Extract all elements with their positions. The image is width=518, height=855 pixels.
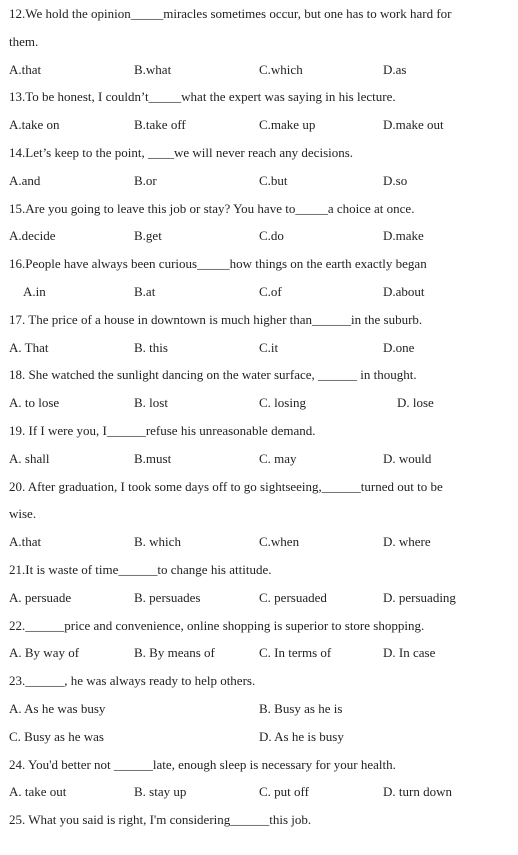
question-15-text: 15.Are you going to leave this job or stay? You have to_____a choice at once.: [9, 200, 415, 216]
question-17-text: 17. The price of a house in downtown is much higher than______in the suburb.: [9, 311, 423, 327]
option-b: B.or: [134, 172, 157, 188]
question-12-text-cont: them.: [9, 33, 39, 49]
option-d: D.about: [383, 283, 425, 299]
option-c: C. Busy as he was: [9, 728, 104, 744]
option-d: D.as: [383, 61, 407, 77]
option-a: A. That: [9, 339, 49, 355]
question-12-options: [9, 56, 509, 84]
question-21-text: 21.It is waste of time______to change his attitude.: [9, 561, 272, 577]
question-24-options: [9, 778, 509, 806]
question-20-options: [9, 528, 509, 556]
question-19-options: [9, 445, 509, 473]
option-b: B. stay up: [134, 784, 187, 800]
option-a: A.in: [23, 283, 46, 299]
option-c: C.but: [259, 172, 288, 188]
question-13-options: [9, 111, 509, 139]
option-c: C. losing: [259, 395, 306, 411]
option-b: B.take off: [134, 117, 186, 133]
option-d: D. where: [383, 534, 431, 550]
option-b: B.at: [134, 283, 156, 299]
question-18-options: [9, 389, 509, 417]
option-d: D. persuading: [383, 589, 456, 605]
option-a: A. shall: [9, 450, 50, 466]
question-23-text: 23.______, he was always ready to help others.: [9, 673, 256, 689]
option-a: A. By way of: [9, 645, 80, 661]
option-d: D. would: [383, 450, 432, 466]
question-20-text: 20. After graduation, I took some days off to go sightseeing,______turned out to be: [9, 478, 443, 494]
question-21-options: [9, 584, 509, 612]
question-14-options: [9, 167, 509, 195]
option-a: A.that: [9, 534, 42, 550]
option-c: C.it: [259, 339, 279, 355]
option-b: B. Busy as he is: [259, 700, 343, 716]
option-b: B.must: [134, 450, 172, 466]
question-12-text: 12.We hold the opinion_____miracles sometimes occur, but one has to work hard for: [9, 6, 452, 21]
question-20-text-cont: wise.: [9, 506, 37, 522]
question-16-options: [9, 278, 509, 306]
option-c: C. In terms of: [259, 645, 332, 661]
option-c: C.when: [259, 534, 300, 550]
question-23-options-row-2: [9, 723, 509, 751]
option-c: C.of: [259, 283, 282, 299]
option-d: D.so: [383, 172, 408, 188]
option-d: D. In case: [383, 645, 436, 661]
exam-page: [9, 0, 509, 834]
question-17-options: [9, 334, 509, 362]
option-b: B. which: [134, 534, 181, 550]
option-d: D.make out: [383, 117, 444, 133]
question-24-text: 24. You'd better not ______late, enough sleep is necessary for your health.: [9, 756, 396, 772]
option-b: B. lost: [134, 395, 168, 411]
option-b: B. persuades: [134, 589, 201, 605]
question-22-text: 22.______price and convenience, online shopping is superior to store shopping.: [9, 617, 425, 633]
option-a: A. As he was busy: [9, 700, 106, 716]
question-15-options: [9, 222, 509, 250]
question-23-options-row-1: [9, 695, 509, 723]
option-b: B. By means of: [134, 645, 215, 661]
option-c: C. put off: [259, 784, 309, 800]
option-d: D.one: [383, 339, 415, 355]
option-c: C.make up: [259, 117, 316, 133]
option-d: D. As he is busy: [259, 728, 344, 744]
question-19-text: 19. If I were you, I______refuse his unreasonable demand.: [9, 422, 316, 438]
option-a: A.take on: [9, 117, 60, 133]
option-d: D. lose: [397, 395, 434, 411]
option-d: D. turn down: [383, 784, 452, 800]
question-25-text: 25. What you said is right, I'm considering______this job.: [9, 812, 312, 828]
option-a: A. to lose: [9, 395, 60, 411]
option-c: C.do: [259, 228, 284, 244]
question-22-options: [9, 639, 509, 667]
option-b: B. this: [134, 339, 168, 355]
option-c: C.which: [259, 61, 303, 77]
option-a: A.decide: [9, 228, 56, 244]
question-18-text: 18. She watched the sunlight dancing on the water surface, ______ in thought.: [9, 367, 417, 383]
option-c: C. persuaded: [259, 589, 327, 605]
question-14-text: 14.Let’s keep to the point, ____we will never reach any decisions.: [9, 144, 354, 160]
question-16-text: 16.People have always been curious_____how things on the earth exactly began: [9, 256, 427, 272]
option-d: D.make: [383, 228, 424, 244]
option-a: A.that: [9, 61, 42, 77]
question-13-text: 13.To be honest, I couldn’t_____what the expert was saying in his lecture.: [9, 89, 396, 105]
option-c: C. may: [259, 450, 297, 466]
option-b: B.get: [134, 228, 162, 244]
option-a: A. take out: [9, 784, 67, 800]
option-a: A. persuade: [9, 589, 72, 605]
option-a: A.and: [9, 172, 41, 188]
option-b: B.what: [134, 61, 172, 77]
